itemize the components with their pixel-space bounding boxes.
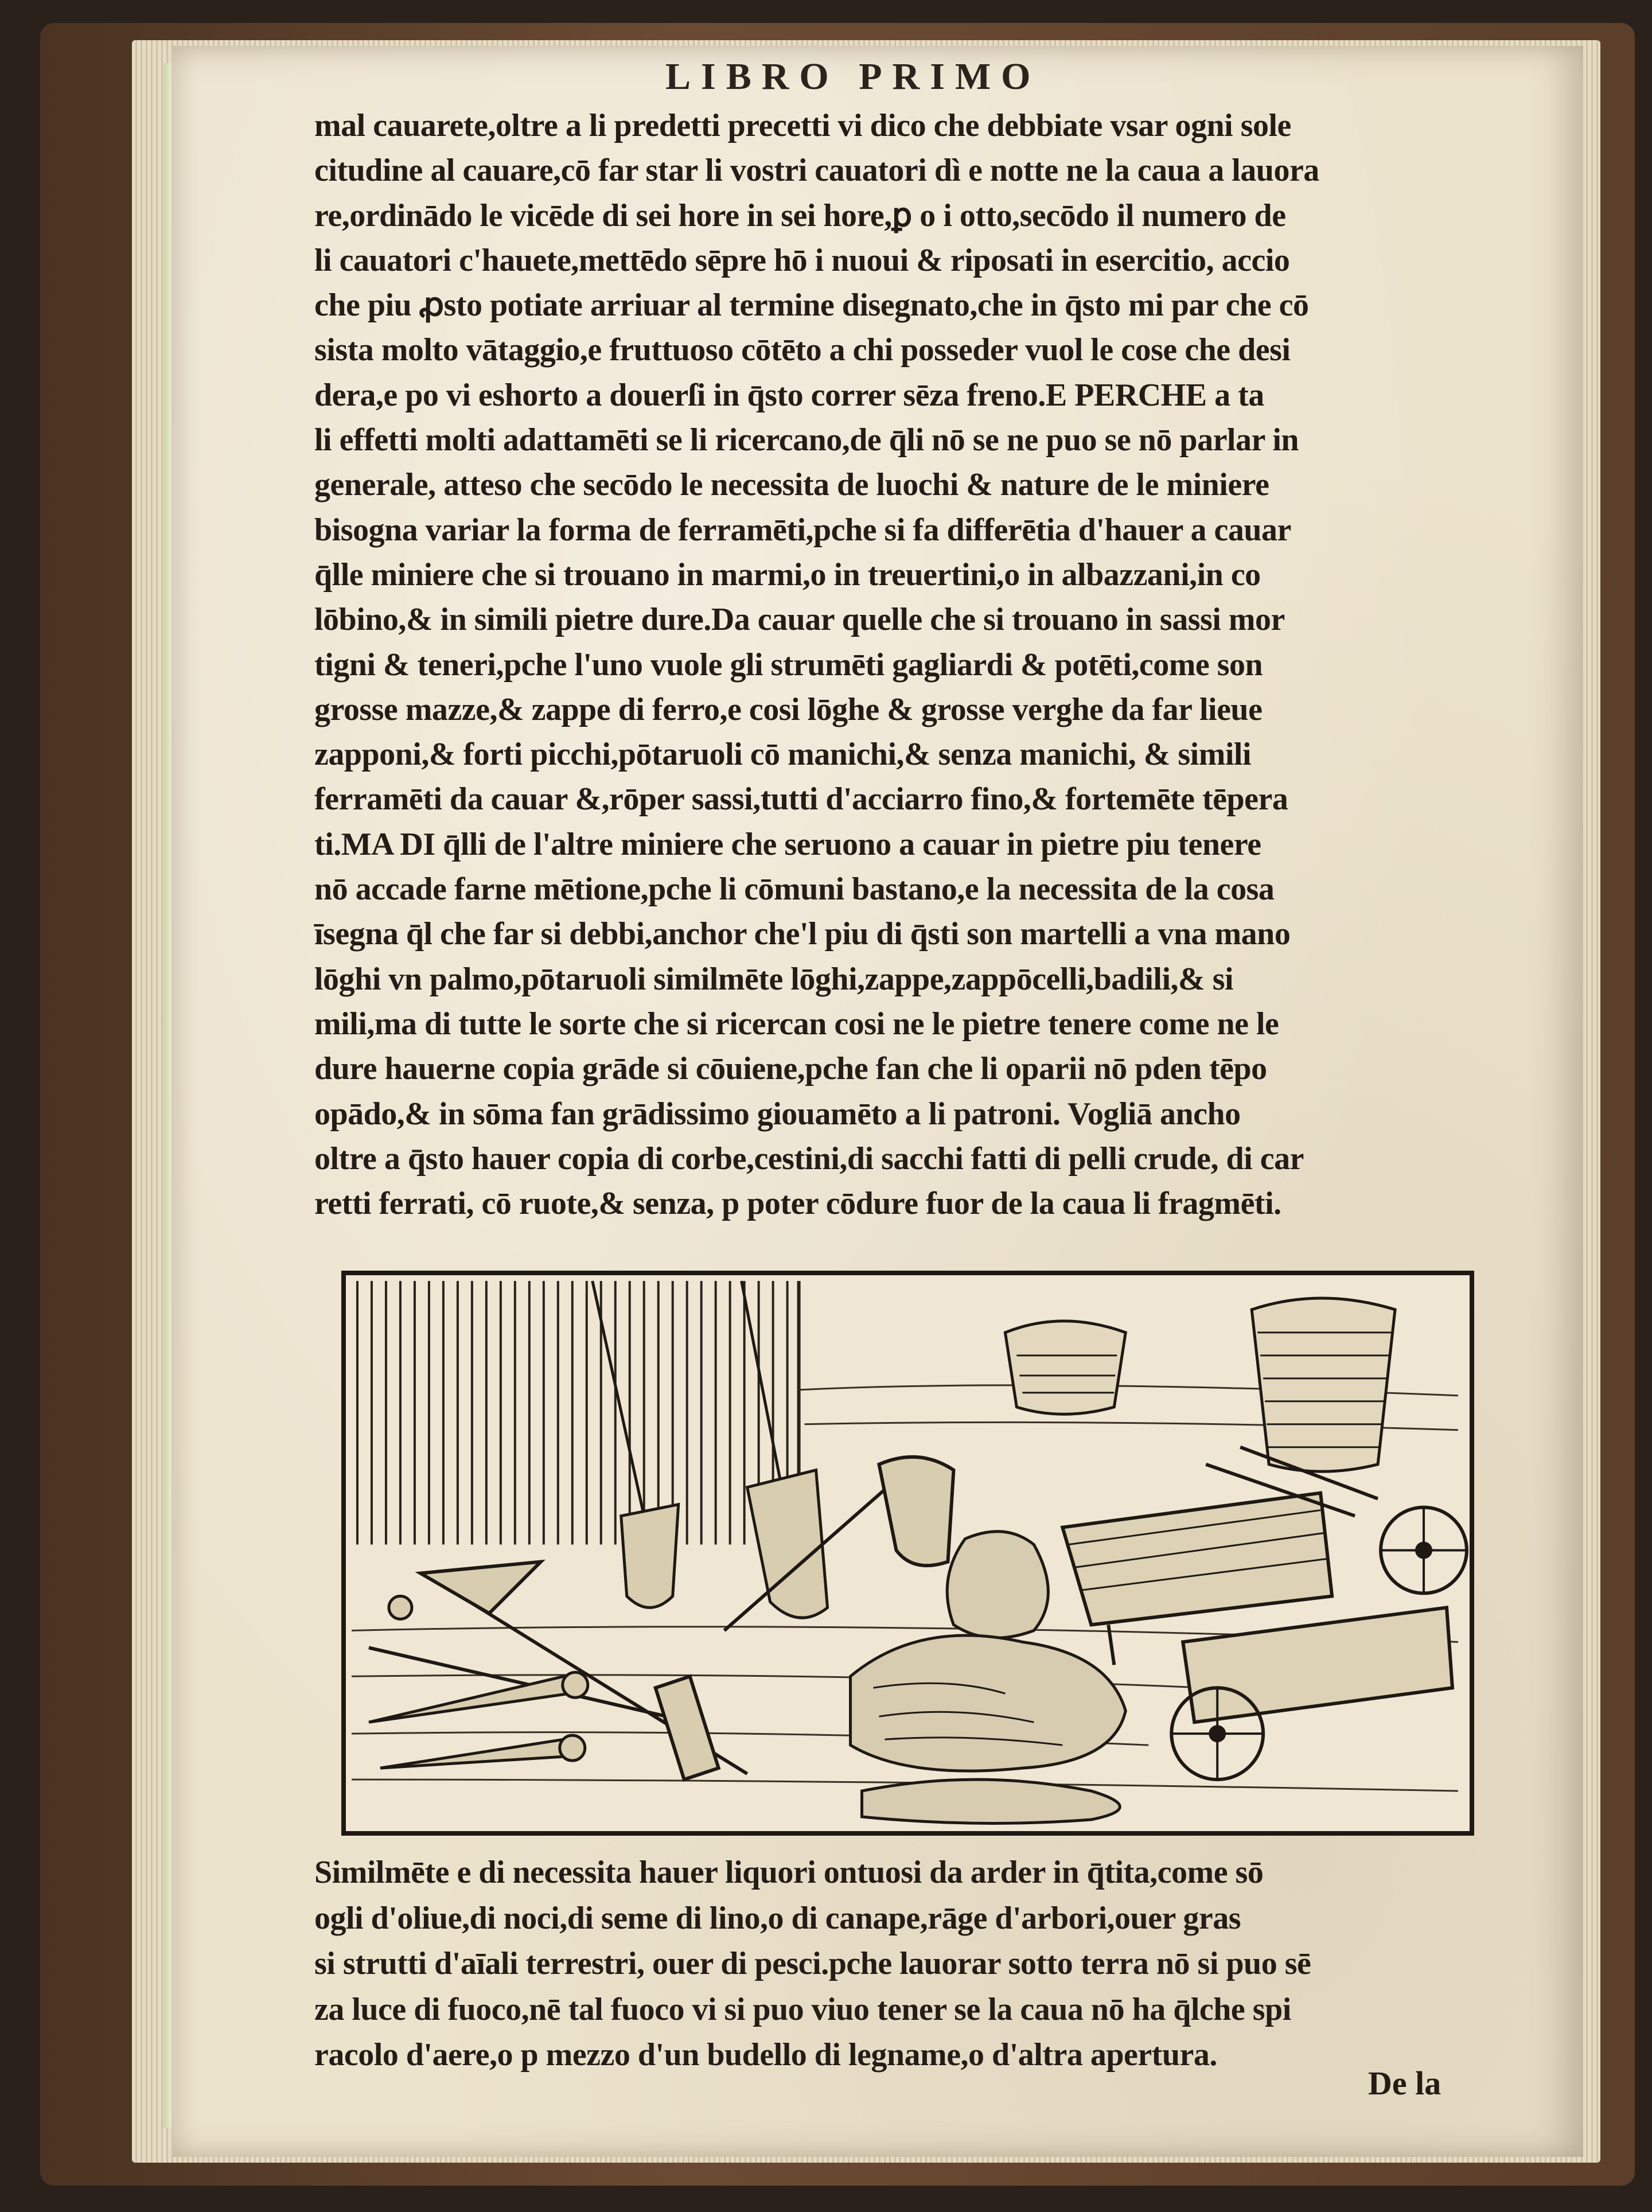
text-line: tigni & teneri,pche l'uno vuole gli strumēti gagliardi & potēti,come son [314, 647, 1263, 683]
text-line: q̄lle miniere che si trouano in marmi,o in treuertini,o in albazzani,in co [314, 556, 1261, 593]
main-text-block [314, 103, 1542, 1226]
basket-icon [1005, 1321, 1125, 1414]
basket-icon [1252, 1298, 1395, 1471]
text-line: grosse mazze,& zappe di ferro,e cosi lōghe & grosse verghe da far lieue [314, 691, 1263, 727]
text-line: ti.MA DI q̄lli de l'altre miniere che seruono a cauar in pietre piu tenere [314, 826, 1261, 862]
running-head: LIBRO PRIMO [665, 56, 1041, 98]
text-line: īsegna q̄l che far si debbi,anchor che'l piu di q̄sti son martelli a vna mano [314, 916, 1291, 952]
text-line: sista molto vātaggio,e fruttuoso cōtēto a chi posseder vuol le cose che desi [314, 332, 1291, 368]
text-line: si strutti d'aīali terrestri, ouer di pesci.pche lauorar sotto terra nō si puo sē [314, 1946, 1311, 1981]
text-line: Similmēte e di necessita hauer liquori ontuosi da arder in q̄tita,come sō [314, 1855, 1264, 1890]
woodcut-illustration [341, 1271, 1474, 1836]
text-line: che piu ꝓsto potiate arriuar al termine disegnato,che in q̄sto mi par che cō [314, 287, 1309, 324]
text-line: racolo d'aere,o p mezzo d'un budello di legname,o d'altra apertura. [314, 2037, 1217, 2073]
text-line: li effetti molti adattamēti se li ricercano,de q̄li nō se ne puo se nō parlar in [314, 422, 1299, 458]
catchword: De la [1368, 2065, 1441, 2102]
page-edge-green [163, 63, 172, 2128]
text-line: ferramēti da cauar &,rōper sassi,tutti d'acciarro fino,& fortemēte tēpera [314, 781, 1288, 817]
text-line: opādo,& in sōma fan grādissimo giouamēto a li patroni. Vogliā ancho [314, 1096, 1241, 1132]
text-line: dure hauerne copia grāde si cōuiene,pche fan che li oparii nō pden tēpo [314, 1051, 1267, 1087]
text-line: dera,e po vi eshorto a douerſi in q̄sto correr sēza freno.E PERCHE a ta [314, 377, 1264, 413]
lower-text-block [314, 1850, 1542, 2078]
text-line: za luce di fuoco,nē tal fuoco vi si puo viuo tener se la caua nō ha q̄lche spi [314, 1991, 1291, 2027]
text-line: li cauatori c'hauete,mettēdo sēpre hō i nuoui & riposati in esercitio, accio [314, 242, 1290, 278]
woodcut-mining-tools [346, 1275, 1470, 1831]
text-line: nō accade farne mētione,pche li cōmuni bastano,e la necessita de la cosa [314, 871, 1275, 908]
text-line: lōbino,& in simili pietre dure.Da cauar quelle che si trouano in sassi mor [314, 602, 1285, 638]
text-line: mal cauarete,oltre a li predetti precetti vi dico che debbiate vsar ogni sole [314, 108, 1291, 143]
text-line: mili,ma di tutte le sorte che si ricercan cosi ne le pietre tenere come ne le [314, 1006, 1279, 1042]
text-line: re,ordinādo le vicēde di sei hore in sei hore,ꝑ o i otto,secōdo il numero de [314, 197, 1286, 233]
text-line: generale, atteso che secōdo le necessita de luochi & nature de le miniere [314, 467, 1269, 503]
text-line: lōghi vn palmo,pōtaruoli similmēte lōghi,zappe,zappōcelli,badili,& si [314, 961, 1234, 997]
text-line: zapponi,& forti picchi,pōtaruoli cō manichi,& senza manichi, & simili [314, 737, 1252, 773]
text-line: oltre a q̄sto hauer copia di corbe,cestini,di sacchi fatti di pelli crude, di car [314, 1140, 1304, 1177]
text-line: bisogna variar la forma de ferramēti,pche si fa differētia d'hauer a cauar [314, 512, 1291, 548]
text-line: ogli d'oliue,di noci,di seme di lino,o di canape,rāge d'arbori,ouer gras [314, 1900, 1241, 1936]
text-line: retti ferrati, cō ruote,& senza, p poter cōdure fuor de la caua li fragmēti. [314, 1186, 1281, 1222]
text-line: citudine al cauare,cō far star li vostri cauatori dì e notte ne la caua a lauora [314, 153, 1319, 189]
